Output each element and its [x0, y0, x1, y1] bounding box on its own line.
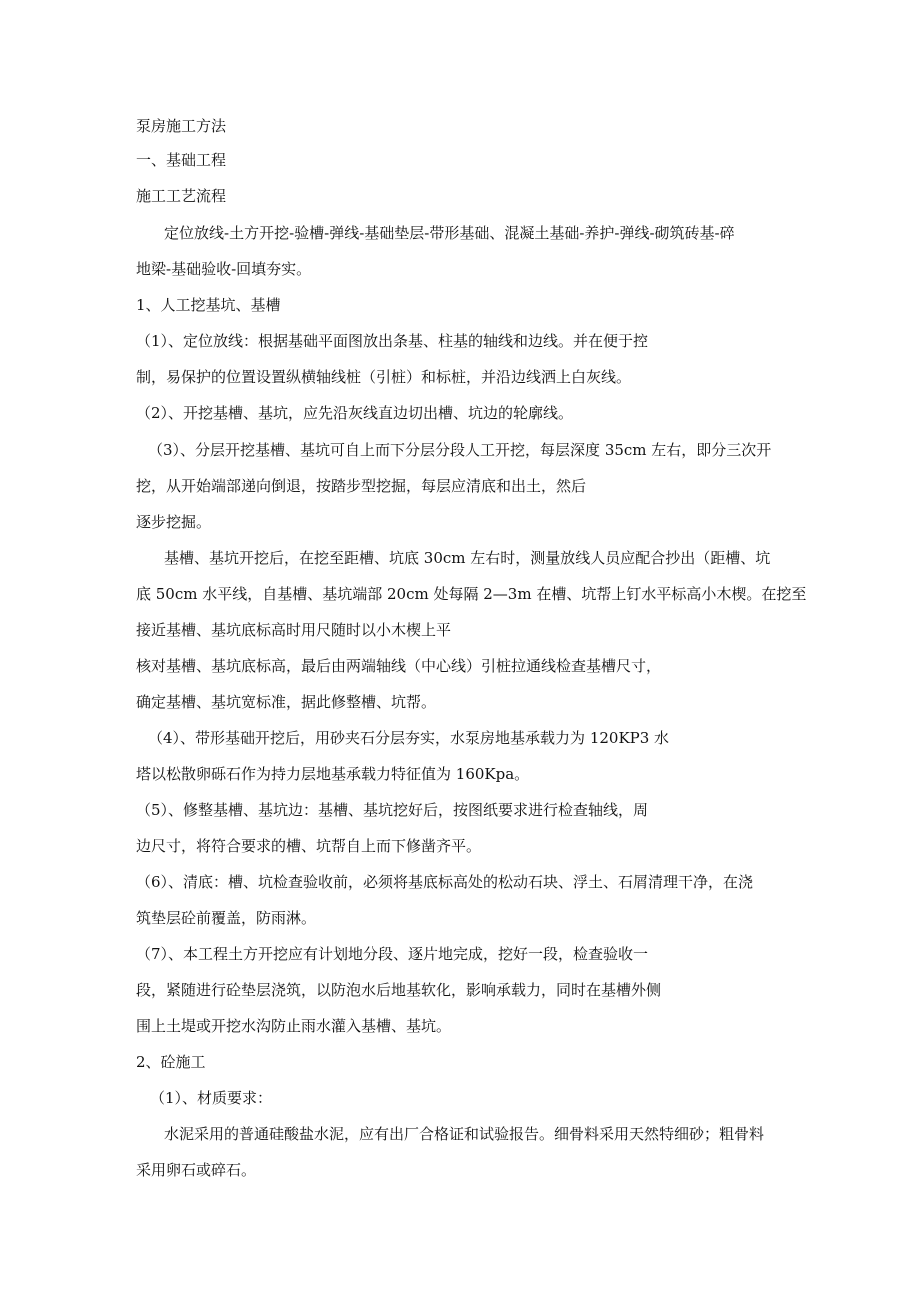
item2-line: （2）、开挖基槽、基坑，应先沿灰线直边切出槽、坑边的轮廓线。: [136, 404, 574, 422]
level-para-line: 底 50cm 水平线，自基槽、基坑端部 20cm 处每隔 2—3m 在槽、坑帮上钉水平标高小木楔。在挖至: [136, 585, 807, 603]
level-para-line: 接近基槽、基坑底标高时用尺随时以小木楔上平: [136, 621, 452, 639]
item4-line: 塔以松散卵砾石作为持力层地基承载力特征值为 160Kpa。: [136, 765, 530, 783]
item3-line: 挖，从开始端部递向倒退，按踏步型挖掘，每层应清底和出土，然后: [136, 477, 587, 495]
item6-line: （6）、清底：槽、坑检查验收前，必须将基底标高处的松动石块、浮土、石屑清理干净，在浇: [136, 873, 754, 891]
subsection-heading-concrete: 2、砼施工: [136, 1053, 206, 1071]
material-text-line: 采用卵石或碎石。: [136, 1161, 257, 1179]
item6-line: 筑垫层砼前覆盖，防雨淋。: [136, 909, 317, 927]
level-para-line: 基槽、基坑开挖后，在挖至距槽、坑底 30cm 左右时，测量放线人员应配合抄出（距槽、坑: [164, 549, 771, 567]
process-text-line: 定位放线-土方开挖-验槽-弹线-基础垫层-带形基础、混凝土基础-养护-弹线-砌筑砖基-碎: [164, 224, 735, 242]
level-para-line: 核对基槽、基坑底标高，最后由两端轴线（中心线）引桩拉通线检查基槽尺寸，: [136, 657, 662, 675]
item4-line: （4）、带形基础开挖后，用砂夹石分层夯实，水泵房地基承载力为 120KP3 水: [148, 729, 670, 747]
item5-line: 边尺寸，将符合要求的槽、坑帮自上而下修凿齐平。: [136, 837, 482, 855]
item7-line: （7）、本工程土方开挖应有计划地分段、逐片地完成，挖好一段，检查验收一: [136, 945, 649, 963]
item3-line: （3）、分层开挖基槽、基坑可自上而下分层分段人工开挖，每层深度 35cm 左右，即分三次开: [148, 441, 772, 459]
item1-line: （1）、定位放线：根据基础平面图放出条基、柱基的轴线和边线。并在便于控: [136, 332, 649, 350]
process-heading: 施工工艺流程: [136, 187, 227, 205]
document-title: 泵房施工方法: [136, 117, 227, 135]
item7-line: 段，紧随进行砼垫层浇筑，以防泡水后地基软化，影响承载力，同时在基槽外侧: [136, 981, 662, 999]
material-heading: （1）、材质要求：: [150, 1089, 273, 1107]
item7-line: 围上土堤或开挖水沟防止雨水灌入基槽、基坑。: [136, 1017, 452, 1035]
process-text-line: 地梁-基础验收-回填夯实。: [136, 260, 312, 278]
section-heading-foundation: 一、基础工程: [136, 151, 227, 169]
item5-line: （5）、修整基槽、基坑边：基槽、基坑挖好后，按图纸要求进行检查轴线，周: [136, 801, 649, 819]
subsection-heading-excavation: 1、人工挖基坑、基槽: [136, 296, 281, 314]
item3-line: 逐步挖掘。: [136, 513, 212, 531]
level-para-line: 确定基槽、基坑宽标准，据此修整槽、坑帮。: [136, 693, 437, 711]
material-text-line: 水泥采用的普通硅酸盐水泥，应有出厂合格证和试验报告。细骨料采用天然特细砂；粗骨料: [164, 1125, 765, 1143]
item1-line: 制，易保护的位置设置纵横轴线桩（引桩）和标桩，并沿边线洒上白灰线。: [136, 368, 632, 386]
